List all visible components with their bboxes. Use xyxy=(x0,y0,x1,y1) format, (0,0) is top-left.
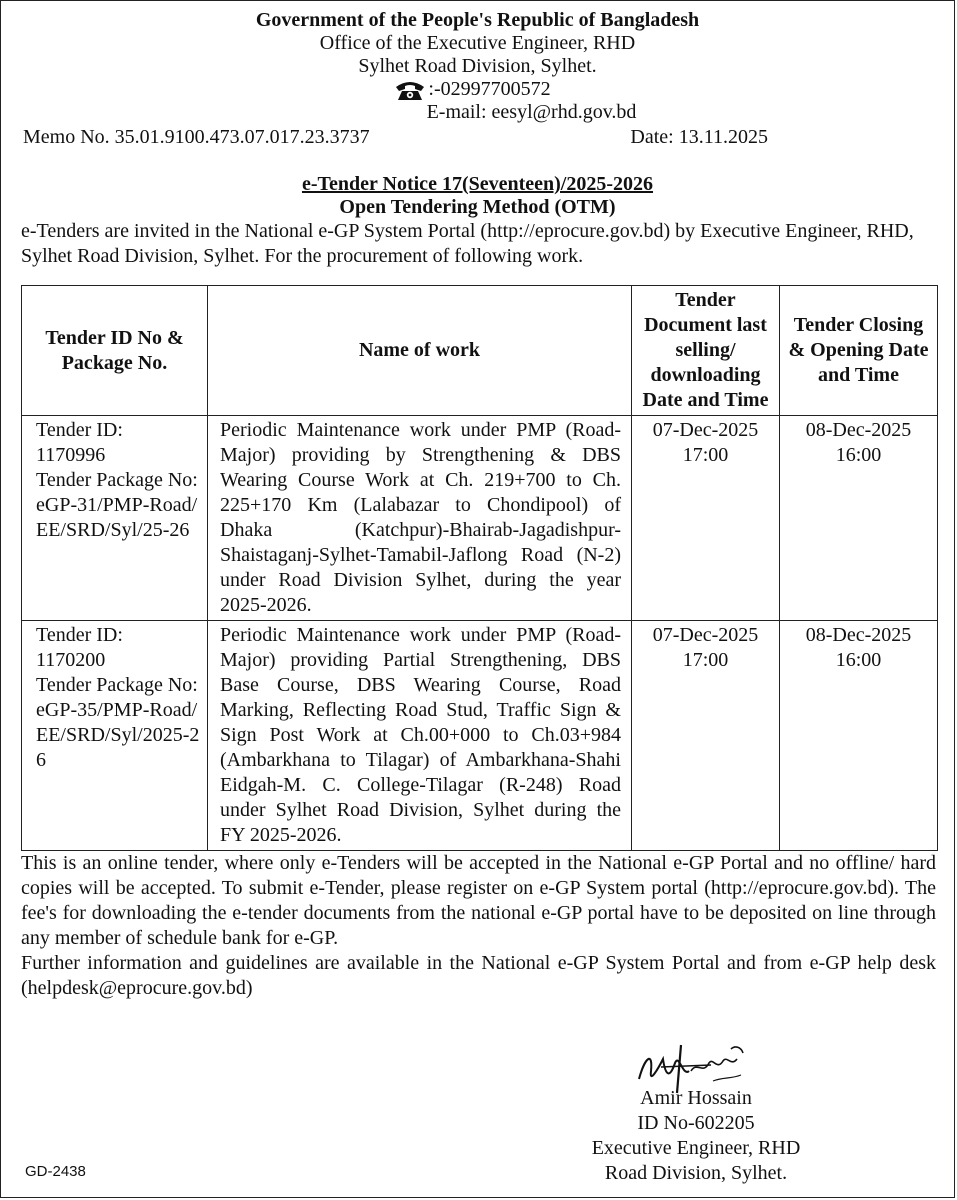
signatory-name: Amir Hossain xyxy=(640,1087,752,1109)
tendering-method: Open Tendering Method (OTM) xyxy=(339,196,616,218)
memo-number: Memo No. 35.01.9100.473.07.017.23.3737 xyxy=(23,126,370,148)
signatory-id: ID No-602205 xyxy=(637,1112,755,1134)
memo-date: Date: 13.11.2025 xyxy=(630,126,768,148)
invitation-text: e-Tenders are invited in the National e-GP System Portal (http://eprocure.gov.bd) by Executive Engineer, RHD, Sylhet Road Division, Sylhet. For the procurement of following work. xyxy=(21,220,914,267)
notice-title: e-Tender Notice 17(Seventeen)/2025-2026 xyxy=(301,173,654,195)
tender-id-cell: Tender ID: 1170996 Tender Package No: eGP-31/PMP-Road/EE/SRD/Syl/25-26 xyxy=(22,416,208,621)
online-tender-instructions: This is an online tender, where only e-Tenders will be accepted in the National e-GP Portal and no offline/ hard copies will be accepted. To submit e-Tender, please register on e-GP System portal (http://eprocure.gov.bd). The fee's for downloading the e-tender documents from the national e-GP portal have to be deposited on line through any member of schedule bank for e-GP. xyxy=(21,852,936,949)
gd-code: GD-2438 xyxy=(25,1163,86,1180)
tender-table xyxy=(21,285,938,851)
table-header-row xyxy=(22,286,938,416)
helpdesk-info: Further information and guidelines are available in the National e-GP System Portal and from e-GP help desk (helpdesk@eprocure.gov.bd) xyxy=(21,952,936,999)
division-name: Sylhet Road Division, Sylhet. xyxy=(358,55,597,77)
tender-id-cell: Tender ID: 1170200 Tender Package No: eGP-35/PMP-Road/EE/SRD/Syl/2025-26 xyxy=(22,621,208,851)
table-row xyxy=(22,621,938,851)
closing-datetime: 08-Dec-2025 16:00 xyxy=(780,621,938,851)
header-name-of-work: Name of work xyxy=(208,286,632,416)
office-name: Office of the Executive Engineer, RHD xyxy=(319,32,636,54)
phone-row xyxy=(0,78,954,101)
work-description: Periodic Maintenance work under PMP (Road-Major) providing by Strengthening & DBS Wearing Course Work at Ch. 219+700 to Ch. 225+170 Km (Lalabazar to Chondipool) of Dhaka (Katchpur)-Bhairab-Jagadishpur-Shaistaganj-Sylhet-Tamabil-Jaflong Road (N-2) under Road Division Sylhet, during the year 2025-2026. xyxy=(208,416,632,621)
work-description: Periodic Maintenance work under PMP (Road-Major) providing Partial Strengthening, DBS Base Course, DBS Wearing Course, Road Marking, Reflecting Road Stud, Traffic Sign & Sign Post Work at Ch.00+000 to Ch.03+984 (Ambarkhana to Tilagar) of Ambarkhana-Shahi Eidgah-M. C. College-Tilagar (R-248) Road under Sylhet Road Division, Sylhet during the FY 2025-2026. xyxy=(208,621,632,851)
phone-number: :-02997700572 xyxy=(428,78,551,100)
letterhead xyxy=(1,9,954,124)
selling-datetime: 07-Dec-2025 17:00 xyxy=(632,621,780,851)
signatory-block xyxy=(561,1036,831,1186)
signatory-office: Road Division, Sylhet. xyxy=(604,1162,788,1184)
email-address: E-mail: eesyl@rhd.gov.bd xyxy=(426,101,637,123)
closing-datetime: 08-Dec-2025 16:00 xyxy=(780,416,938,621)
selling-datetime: 07-Dec-2025 17:00 xyxy=(632,416,780,621)
header-selling-date: Tender Document last selling/ downloading Date and Time xyxy=(632,286,780,416)
government-title: Government of the People's Republic of Bangladesh xyxy=(255,9,700,31)
signatory-title: Executive Engineer, RHD xyxy=(591,1137,801,1159)
table-row xyxy=(22,416,938,621)
header-closing-date: Tender Closing & Opening Date and Time xyxy=(780,286,938,416)
telephone-icon xyxy=(394,79,426,101)
header-tender-id: Tender ID No & Package No. xyxy=(22,286,208,416)
memo-row xyxy=(1,126,954,149)
